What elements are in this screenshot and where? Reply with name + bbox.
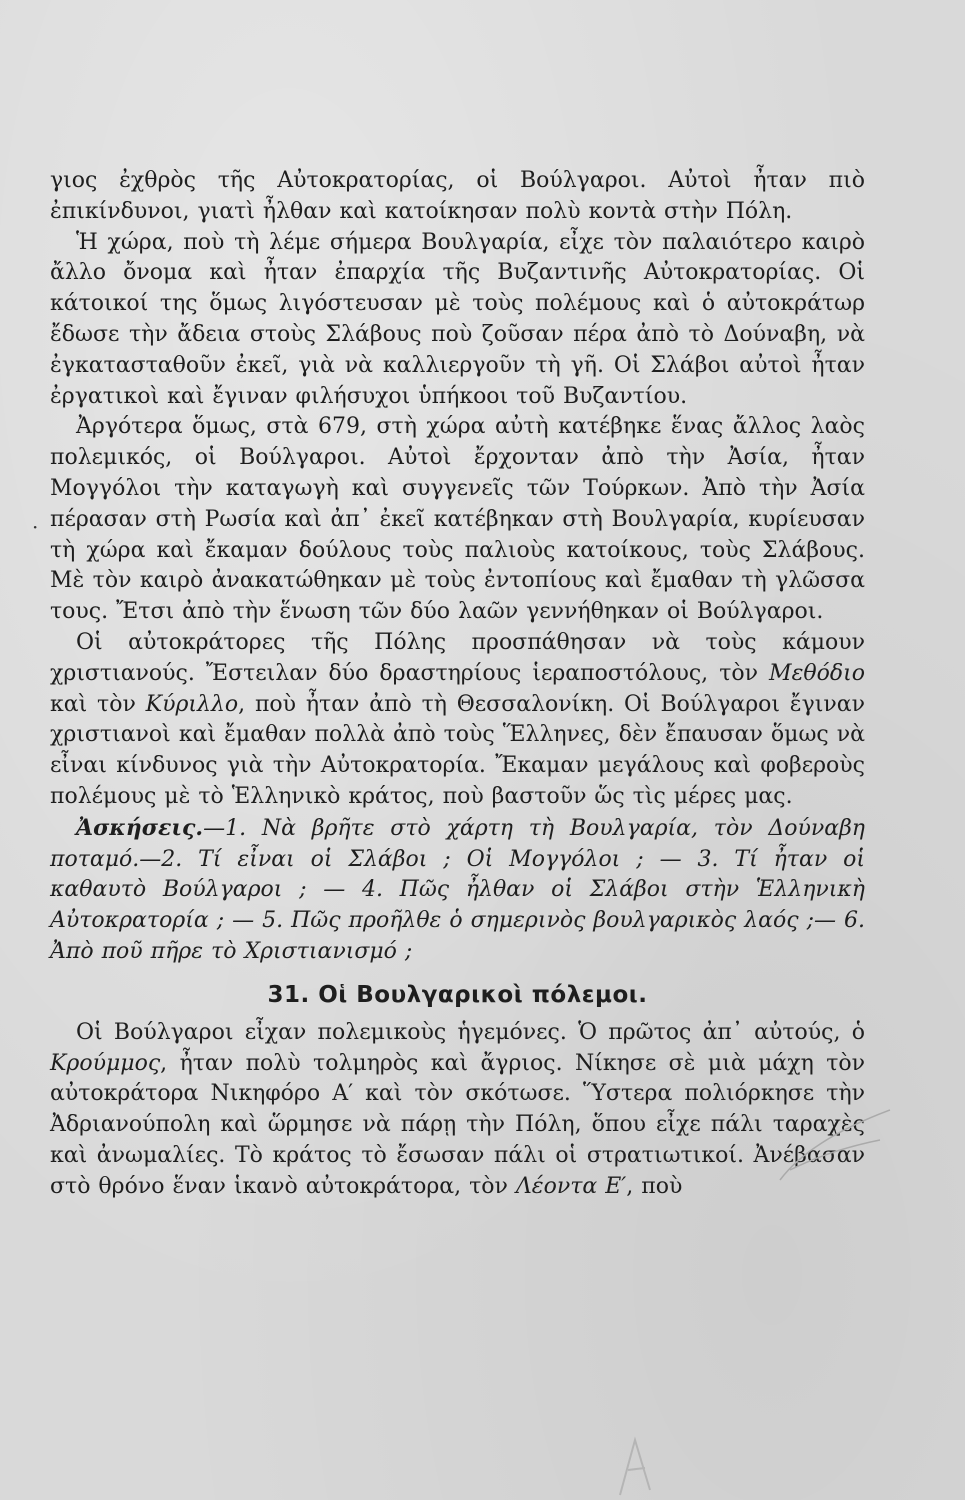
paragraph-5 xyxy=(50,1018,865,1203)
paragraph-4 xyxy=(50,628,865,813)
exercises-text: —1. Νὰ βρῆτε στὸ χάρτη τὴ Βουλγαρία, τὸν Δούναβη ποταμό.—2. Τί εἶναι οἱ Σλάβοι ; Οἱ Μογγόλοι ; — 3. Τί ἦταν οἱ καθαυτὸ Βούλγαροι ; — 4. Πῶς ἦλθαν οἱ Σλάβοι στὴν Ἑλληνικὴ Αὐτοκρατορία ; — 5. Πῶς προῆλθε ὁ σημερινὸς βουλγαρικὸς λαός ;— 6. Ἀπὸ ποῦ πῆρε τὸ Χριστιανισμό ; xyxy=(50,815,865,964)
pencil-mark-bottom xyxy=(600,1430,720,1500)
margin-mark: · xyxy=(32,515,39,539)
paragraph-3: Ἀργότερα ὅμως, στὰ 679, στὴ χώρα αὐτὴ κατέβηκε ἕνας ἄλλος λαὸς πολεμικός, οἱ Βούλγαροι. Αὐτοὶ ἔρχονταν ἀπὸ τὴν Ἀσία, ἦταν Μογγόλοι τὴν καταγωγὴ καὶ συγγενεῖς τῶν Τούρκων. Ἀπὸ τὴν Ἀσία πέρασαν στὴ Ρωσία καὶ ἀπ᾽ ἐκεῖ κατέβηκαν στὴ Βουλγαρία, κυρίευσαν τὴ χώρα καὶ ἔκαμαν δούλους τοὺς παλιοὺς κατοίκους, τοὺς Σλάβους. Μὲ τὸν καιρὸ ἀνακατώθηκαν μὲ τοὺς ἐντοπίους καὶ ἔμαθαν τὴ γλῶσσα τους. Ἔτσι ἀπὸ τὴν ἕνωση τῶν δύο λαῶν γεννήθηκαν οἱ Βούλγαροι. xyxy=(50,414,865,625)
name-kyrillos: Κύριλλο xyxy=(145,691,239,717)
name-kroummos: Κρούμμος xyxy=(50,1050,161,1076)
exercises xyxy=(50,813,865,968)
paragraph-5-text-c: , ποὺ xyxy=(626,1173,683,1199)
paragraph-2: Ἡ χώρα, ποὺ τὴ λέμε σήμερα Βουλγαρία, εἶχε τὸν παλαιότερο καιρὸ ἄλλο ὄνομα καὶ ἦταν ἐπαρχία τῆς Βυζαντινῆς Αὐτοκρατορίας. Οἱ κάτοικοί της ὅμως λιγόστευσαν μὲ τοὺς πολέμους καὶ ὁ αὐτοκράτωρ ἔδωσε τὴν ἄδεια στοὺς Σλάβους ποὺ ζοῦσαν πέρα ἀπὸ τὸ Δούναβη, νὰ ἐγκατασταθοῦν ἐκεῖ, γιὰ νὰ καλλιεργοῦν τὴ γῆ. Οἱ Σλάβοι αὐτοὶ ἦταν ἐργατικοὶ καὶ ἔγιναν φιλήσυχοι ὑπήκοοι τοῦ Βυζαντίου. xyxy=(50,229,865,409)
paragraph-4-text-c: , ποὺ ἦταν ἀπὸ τὴ Θεσσαλονίκη. Οἱ Βούλγαροι ἔγιναν χριστιανοὶ καὶ ἔμαθαν πολλὰ ἀπὸ τοὺς Ἕλληνες, δὲν ἔπαυσαν ὅμως νὰ εἶναι κίνδυνος γιὰ τὴν Αὐτοκρατορία. Ἔκαμαν μεγάλους καὶ φοβεροὺς πολέμους μὲ τὸ Ἑλληνικὸ κράτος, ποὺ βαστοῦν ὥς τὶς μέρες μας. xyxy=(50,691,865,809)
name-leontas: Λέοντα Ε′ xyxy=(515,1173,627,1199)
pencil-scribble xyxy=(770,1100,900,1190)
exercises-label: Ἀσκήσεις. xyxy=(76,814,204,841)
paragraph-4-text-b: καὶ τὸν xyxy=(50,691,146,717)
paragraph-5-text-b: , ἦταν πολὺ τολμηρὸς καὶ ἄγριος. Νίκησε σὲ μιὰ μάχη τὸν αὐτοκράτορα Νικηφόρο Α′ καὶ τὸν σκότωσε. Ὕστερα πολιόρκησε τὴν Ἀδριανούπολη καὶ ὥρμησε νὰ πάρῃ τὴν Πόλη, ὅπου εἶχε πάλι ταραχὲς καὶ ἀνωμαλίες. Τὸ κράτος τὸ ἔσωσαν πάλι οἱ στρατιωτικοί. Ἀνέβασαν στὸ θρόνο ἕναν ἱκανὸ αὐτοκράτορα, τὸν xyxy=(50,1050,865,1199)
paragraph-5-text-a: Οἱ Βούλγαροι εἶχαν πολεμικοὺς ἡγεμόνες. Ὁ πρῶτος ἀπ᾽ αὐτούς, ὁ xyxy=(76,1019,865,1045)
name-methodios: Μεθόδιο xyxy=(769,660,865,686)
paragraph-1: γιος ἐχθρὸς τῆς Αὐτοκρατορίας, οἱ Βούλγαροι. Αὐτοὶ ἦταν πιὸ ἐπικίνδυνοι, γιατὶ ἦλθαν καὶ κατοίκησαν πολὺ κοντὰ στὴν Πόλη. xyxy=(50,168,865,224)
page-text xyxy=(50,166,865,1203)
section-heading: 31. Οἱ Βουλγαρικοὶ πόλεμοι. xyxy=(267,981,648,1008)
paragraph-4-text-a: Οἱ αὐτοκράτορες τῆς Πόλης προσπάθησαν νὰ τοὺς κάμουν χριστιανούς. Ἔστειλαν δύο δραστηρίους ἱεραποστόλους, τὸν xyxy=(50,629,865,686)
